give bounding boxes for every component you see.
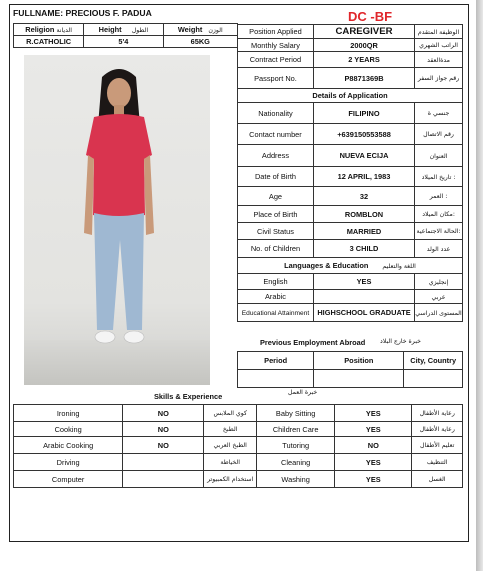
address-label: Address [261,151,290,160]
position-header: Position [344,356,374,365]
page-edge-shadow [476,0,483,571]
basic-info-table [13,23,238,48]
position-label: Position Applied [249,27,302,36]
children-ar: عدد الولد [426,245,451,253]
city-country-cell [404,370,463,388]
skill-arabic-cooking-value: NO [157,440,169,450]
weight-ar: الوزن [208,26,223,34]
religion-ar: الديانة [56,26,72,34]
skill-arabic-cooking-label: Arabic Cooking [43,440,94,450]
previous-employment-table [237,351,463,388]
city-country-header: City, Country [410,356,457,365]
age-value: 32 [359,191,369,201]
arabic-ar: عربي [431,293,446,301]
salary-ar: الراتب الشهري [419,42,458,50]
skill-driving-label: Driving [56,457,80,467]
skills-row [14,454,463,471]
children-value: 3 CHILD [349,244,379,253]
skill-cooking-label: Cooking [54,424,82,434]
height-value: 5'4 [118,37,129,46]
applicant-photo [24,55,210,385]
salary-value: 2000QR [350,40,378,50]
religion-value: R.CATHOLIC [26,37,72,46]
skill-childrencare-ar: رعاية الأطفال [419,426,455,434]
skill-tutoring-value: NO [367,440,379,450]
arabic-label: Arabic [265,292,286,301]
height-ar: الطول [131,26,149,34]
contact-ar: رقم الاتصال [423,131,454,139]
dob-ar: تاريخ الميلاد : [421,173,456,181]
contract-label: Contract Period [249,55,302,64]
previous-employment-title: Previous Employment Abroad [260,338,366,347]
skills-row [14,405,463,422]
skill-cleaning-label: Cleaning [281,457,311,467]
address-value: NUEVA ECIJA [339,151,389,160]
period-cell [238,370,314,388]
nationality-label: Nationality [258,108,293,118]
education-value: HIGHSCHOOL GRADUATE [317,308,411,317]
weight-value: 65KG [190,37,210,46]
skill-computer-ar: استخدام الكمبيوتر [207,476,254,484]
nationality-ar: جنسي ة [427,110,450,118]
age-ar: العمر : [429,193,448,201]
reference-code: DC -BF [348,9,393,24]
skill-childrencare-value: YES [365,424,381,434]
period-header: Period [264,356,288,365]
skill-ironing-value: NO [157,408,169,418]
passport-value: P8871369B [344,73,384,83]
skill-cooking-value: NO [157,424,169,434]
children-label: No. of Children [250,244,301,253]
skills-title: Skills & Experience [154,392,223,401]
education-ar: المستوى الدراسي [415,309,462,317]
contact-label: Contact number [249,129,302,139]
details-title: Details of Application [312,91,388,100]
civil-status-ar: الحالة الاجتماعية: [416,228,461,236]
person-figure [24,55,210,385]
skills-row [14,437,463,454]
position-ar: الوظيفة المتقدم [417,28,460,36]
skills-row [14,471,463,488]
pob-label: Place of Birth [253,209,298,219]
position-section [237,24,463,322]
previous-employment-title-ar: خبرة خارج البلاد [380,338,421,345]
skills-table [13,404,463,488]
education-label: Educational Attainment [241,309,310,317]
height-label: Height [98,24,122,34]
skills-row [14,422,463,437]
contract-value: 2 YEARS [348,55,380,64]
fullname: FULLNAME: PRECIOUS F. PADUA [13,8,152,18]
skill-tutoring-label: Tutoring [282,440,310,450]
skill-childrencare-label: Children Care [272,424,319,434]
passport-ar: رقم جواز السفر [417,75,460,83]
skill-washing-ar: الغسل [428,476,446,484]
civil-status-label: Civil Status [256,226,294,236]
skill-babysitting-label: Baby Sitting [275,408,316,418]
contact-value: +639150553588 [337,129,391,139]
dob-value: 12 APRIL, 1983 [337,172,391,181]
english-label: English [263,277,288,286]
english-value: YES [356,277,372,286]
religion-label: Religion [25,24,55,34]
skill-washing-label: Washing [281,474,310,484]
position-value: CAREGIVER [335,25,393,37]
age-label: Age [268,191,283,201]
passport-label: Passport No. [254,73,297,83]
address-ar: العنوان [429,152,448,160]
skill-ironing-ar: كوي الملابس [213,410,247,418]
skill-washing-value: YES [365,474,381,484]
civil-status-value: MARRIED [346,226,382,236]
skill-ironing-label: Ironing [56,408,80,418]
skills-title-ar: خبرة العمل [288,389,318,396]
contract-ar: مدةالعقد [427,56,450,64]
weight-label: Weight [177,24,203,34]
pob-ar: مكان الميلاد: [422,211,455,219]
position-cell [314,370,404,388]
skill-tutoring-ar: تعليم الأطفال [419,442,455,450]
pob-value: ROMBLON [344,209,384,219]
languages-title-ar: اللغة والتعليم [382,262,416,270]
salary-label: Monthly Salary [251,40,300,50]
skill-babysitting-ar: رعاية الأطفال [419,410,455,418]
languages-title: Languages & Education [284,260,369,270]
skill-sewing-ar: الخياطة [220,459,240,467]
skill-babysitting-value: YES [365,408,381,418]
skill-cleaning-ar: التنظيف [426,459,448,467]
skill-cleaning-value: YES [365,457,381,467]
dob-label: Date of Birth [254,172,297,181]
skill-cooking-ar: الطبخ [222,426,238,434]
skill-computer-label: Computer [51,474,85,484]
skill-arabic-cooking-ar: الطبخ العربي [213,442,247,450]
nationality-value: FILIPINO [348,108,380,118]
english-ar: إنجليزي [428,278,449,286]
